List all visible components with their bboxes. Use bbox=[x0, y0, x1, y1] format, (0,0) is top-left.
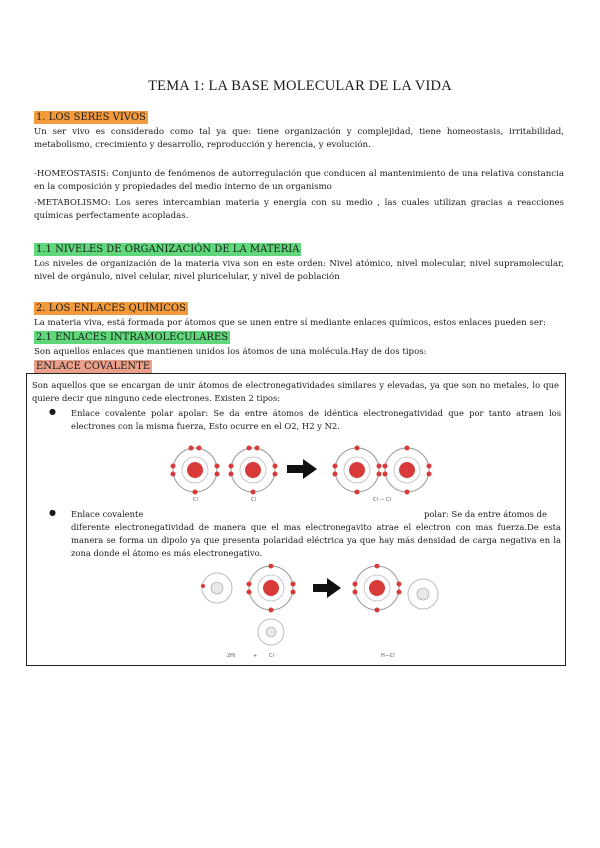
fig2-label-3: Cl bbox=[269, 653, 274, 659]
fig1-label-1: Cl bbox=[193, 497, 198, 502]
bullet-apolar: Enlace covalente polar apolar: Se da entre átomos de idéntica electronegatividad que por tanto atraen los electrones con la misma fuerza, Esto ocurre en el O2, H2 y N2. bbox=[71, 408, 561, 431]
homeostasis-definition: Conjunto de fenómenos de autorregulación que conducen al mantenimiento de una relativa constancia en la composición y propiedades del medio interno de un organismo bbox=[34, 169, 564, 192]
covalent-bond-box bbox=[26, 373, 566, 666]
hcl-molecule bbox=[353, 564, 439, 613]
page-title: TEMA 1: LA BASE MOLECULAR DE LA VIDA bbox=[148, 78, 452, 94]
section-heading-seres-vivos: 1. LOS SERES VIVOS bbox=[36, 112, 146, 123]
bullet-polar-end: polar: Se da entre átomos de bbox=[424, 509, 547, 519]
chlorine-atom bbox=[247, 564, 296, 613]
bullet-dot: ● bbox=[49, 508, 56, 517]
section-heading-covalente: ENLACE COVALENTE bbox=[36, 361, 151, 372]
arrow-icon bbox=[287, 459, 317, 479]
paragraph-intramoleculares: Son aquellos enlaces que mantienen unidos los átomos de una molécula.Hay de dos tipos: bbox=[34, 347, 427, 357]
paragraph-enlaces: La materia viva, está formada por átomos que se unen entre sí mediante enlaces químicos, estos enlaces pueden ser: bbox=[34, 318, 546, 328]
arrow-icon bbox=[313, 578, 341, 598]
fig2-label-2: + bbox=[253, 653, 258, 659]
figure-polar-bond bbox=[197, 564, 447, 662]
atom-right bbox=[229, 446, 278, 495]
bullet-polar-start: Enlace covalente bbox=[71, 509, 144, 519]
fig2-label-4: H—Cl bbox=[381, 653, 395, 659]
fig2-label-1: 2Hi bbox=[227, 653, 236, 659]
molecule bbox=[333, 446, 432, 495]
metabolismo-term: -METABOLISMO: bbox=[34, 198, 111, 208]
paragraph-ser-vivo: Un ser vivo es considerado como tal ya que: tiene organización y complejidad, tiene homeostasis, irritabilidad, metabolismo, crecimiento y desarrollo, reproducción y herencia, y evolución. bbox=[34, 127, 564, 150]
figure-apolar-bond bbox=[157, 438, 447, 502]
paragraph-metabolismo bbox=[34, 197, 564, 223]
metabolismo-definition: Los seres intercambian materia y energía con su medio , las cuales utilizan gracias a reacciones químicas perfectamente acopladas. bbox=[34, 198, 564, 221]
bullet-polar-text: diferente electronegatividad de manera que el mas electronegavito atrae el electron con mas fuerza.De esta manera se forma un dipolo ya que presenta polaridad eléctrica ya que hay más densidad de carga negativa en la zona donde el átomo es más electronegativo. bbox=[71, 522, 561, 558]
fig1-label-2: Cl bbox=[251, 497, 256, 502]
section-heading-enlaces: 2. LOS ENLACES QUÍMICOS bbox=[36, 303, 186, 314]
hydrogen-atom-lower bbox=[258, 619, 284, 645]
paragraph-niveles: Los niveles de organización de la materia viva son en este orden: Nivel atómico, nivel molecular, nivel supramolecular, nivel de orgánulo, nivel celular, nivel pluricelular, y nivel de población bbox=[34, 259, 564, 282]
atom-left bbox=[171, 446, 220, 495]
bullet-dot: ● bbox=[49, 407, 56, 416]
paragraph-homeostasis bbox=[34, 168, 564, 194]
fig1-label-3: Cl — Cl bbox=[373, 497, 391, 502]
box-intro: Son aquellos que se encargan de unir átomos de electronegatividades similares y elevadas, ya que son no metales, lo que quiere decir que ninguno cede electrones. Existen 2 tipos: bbox=[32, 380, 559, 403]
hydrogen-atom bbox=[201, 573, 232, 603]
section-heading-niveles: 1.1 NIVELES DE ORGANIZACIÓN DE LA MATERIA bbox=[36, 244, 300, 255]
section-heading-intramoleculares: 2.1 ENLACES INTRAMOLECULARES bbox=[36, 332, 229, 343]
homeostasis-term: -HOMEOSTASIS: bbox=[34, 169, 109, 179]
